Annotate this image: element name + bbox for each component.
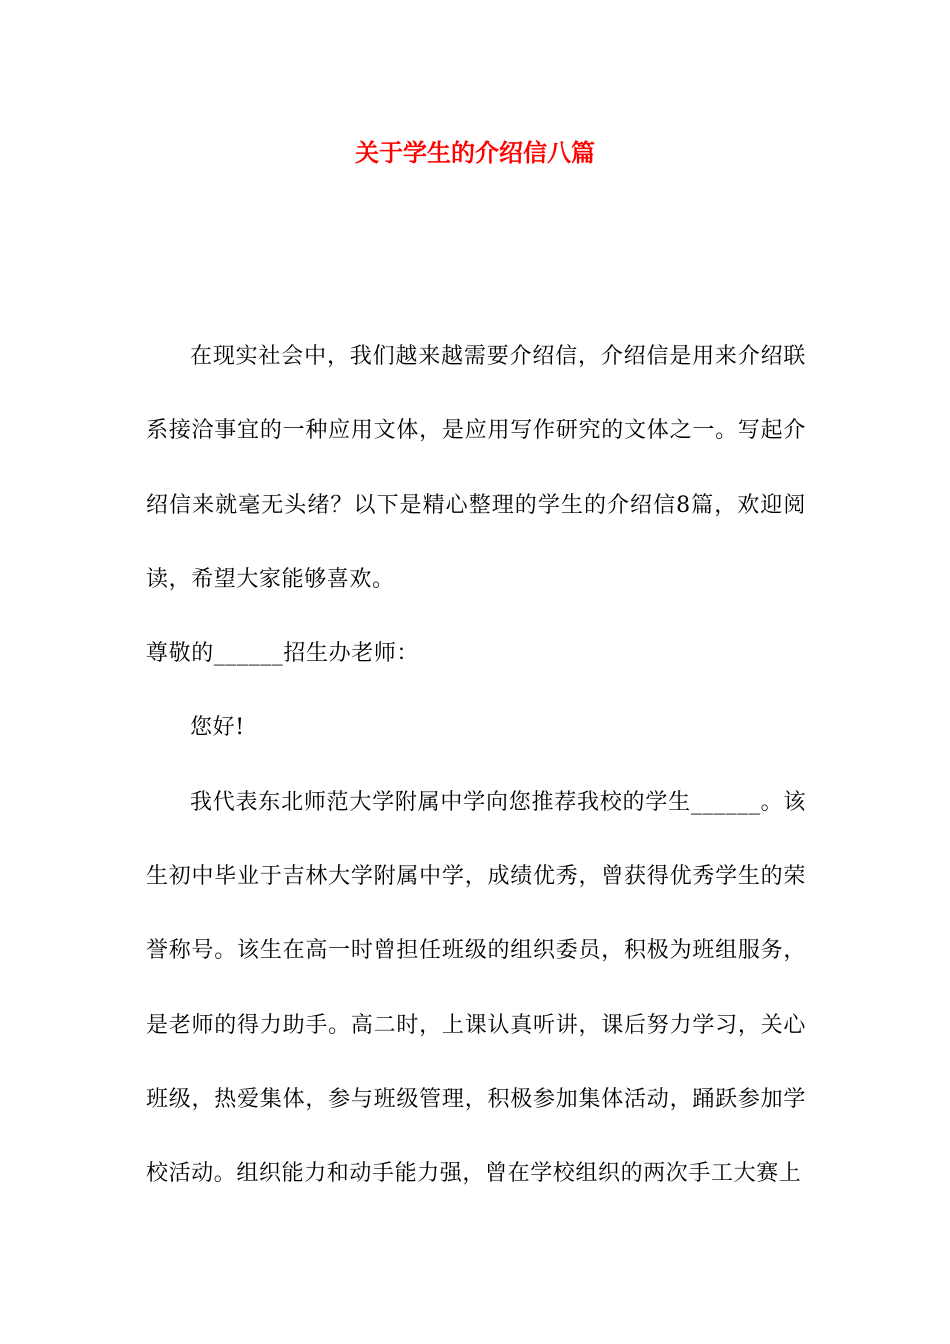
document-title: 关于学生的介绍信八篇 — [355, 139, 595, 167]
letter-text-before-blank: 我代表东北师范大学附属中学向您推荐我校的学生 — [190, 789, 691, 815]
letter-paragraph — [146, 766, 806, 1212]
salutation-prefix: 尊敬的 — [146, 641, 214, 667]
salutation-line — [146, 617, 806, 691]
student-name-blank: ______ — [690, 789, 761, 815]
salutation-suffix: 招生办老师： — [283, 641, 420, 667]
letter-text-after-blank: 。该生初中毕业于吉林大学附属中学，成绩优秀，曾获得优秀学生的荣誉称号。该生在高一时曾担任班级的组织委员，积极为班组服务，是老师的得力助手。高二时，上课认真听讲，课后努力学习，关心班级，热爱集体，参与班级管理，积极参加集体活动，踊跃参加学校活动。组织能力和动手能力强，曾在学校组织的两次手工大赛上 — [146, 789, 807, 1187]
document-body — [146, 320, 806, 1212]
salutation-blank: ______ — [213, 641, 284, 667]
intro-paragraph: 在现实社会中，我们越来越需要介绍信，介绍信是用来介绍联系接洽事宜的一种应用文体，是应用写作研究的文体之一。写起介绍信来就毫无头绪？以下是精心整理的学生的介绍信8篇，欢迎阅读，希望大家能够喜欢。 — [146, 344, 806, 592]
greeting-line: 您好! — [190, 715, 245, 741]
